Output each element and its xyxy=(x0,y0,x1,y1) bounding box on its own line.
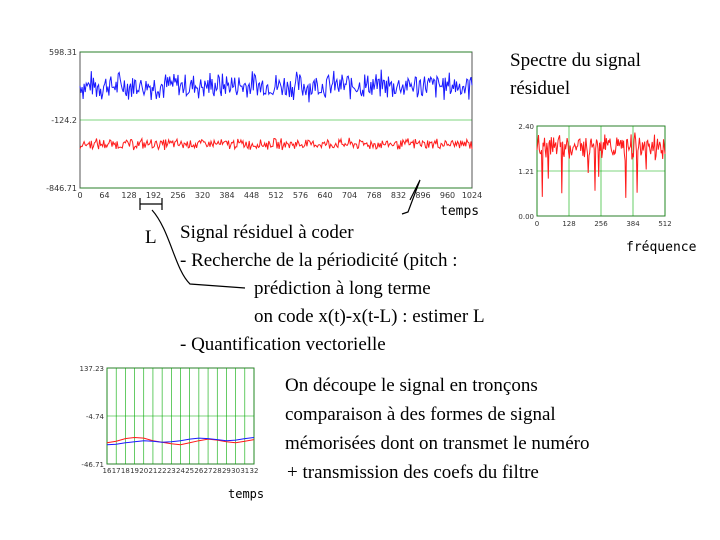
L-label: L xyxy=(145,227,157,248)
y-tick-label: -846.71 xyxy=(46,184,77,193)
x-tick-label: 448 xyxy=(243,191,260,200)
x-tick-label: 576 xyxy=(292,191,309,200)
x-tick-label: 32 xyxy=(249,467,259,475)
segment-x-ticks xyxy=(103,467,259,475)
x-tick-label: 24 xyxy=(176,467,185,475)
segment-chart xyxy=(80,365,259,475)
x-tick-label: 18 xyxy=(120,467,130,475)
paragraph-line-1: On découpe le signal en tronçons xyxy=(285,375,538,396)
temps-axis-label-bottom: temps xyxy=(228,487,265,501)
x-tick-label: 25 xyxy=(185,467,195,475)
x-tick-label: 27 xyxy=(203,467,213,475)
paragraph-line-4: + transmission des coefs du filtre xyxy=(287,462,539,483)
x-tick-label: 256 xyxy=(594,220,608,228)
x-tick-label: 0 xyxy=(534,220,540,228)
x-tick-label: 128 xyxy=(121,191,137,200)
frequence-axis-label: fréquence xyxy=(626,240,697,255)
x-tick-label: 512 xyxy=(268,191,284,200)
x-tick-label: 256 xyxy=(170,191,186,200)
x-tick-label: 0 xyxy=(77,191,83,200)
paragraph-line-3: mémorisées dont on transmet le numéro xyxy=(285,433,590,454)
x-tick-label: 16 xyxy=(102,467,112,475)
x-tick-label: 768 xyxy=(366,191,382,200)
x-tick-label: 31 xyxy=(240,467,250,475)
x-tick-label: 960 xyxy=(439,191,456,200)
spectrum-chart xyxy=(518,123,671,228)
bullet-line-4: on code x(t)-x(t-L) : estimer L xyxy=(254,306,485,327)
x-tick-label: 23 xyxy=(166,467,176,475)
x-tick-label: 22 xyxy=(157,467,167,475)
x-tick-label: 64 xyxy=(99,191,110,200)
x-tick-label: 832 xyxy=(390,191,407,200)
x-tick-label: 896 xyxy=(415,191,431,200)
x-tick-label: 384 xyxy=(626,220,640,228)
x-tick-label: 20 xyxy=(139,467,149,475)
bullet-line-3: prédiction à long terme xyxy=(254,278,431,299)
spectrum-title-line1: Spectre du signal xyxy=(510,50,641,71)
x-tick-label: 640 xyxy=(317,191,333,200)
x-tick-label: 384 xyxy=(219,191,235,200)
y-tick-label: -46.71 xyxy=(81,461,104,469)
bullet-line-5: - Quantification vectorielle xyxy=(180,334,386,355)
spectrum-x-ticks xyxy=(535,220,672,228)
bullet-line-2: - Recherche de la périodicité (pitch : xyxy=(180,250,458,271)
y-tick-label: 0.00 xyxy=(518,213,534,221)
x-tick-label: 512 xyxy=(658,220,672,228)
waveform-x-ticks xyxy=(77,191,482,200)
paragraph-line-2: comparaison à des formes de signal xyxy=(285,404,556,425)
waveform-y-ticks xyxy=(46,48,77,193)
x-tick-label: 21 xyxy=(148,467,158,475)
y-tick-label: -4.74 xyxy=(85,413,104,421)
spectrum-y-ticks xyxy=(518,123,534,221)
x-tick-label: 30 xyxy=(231,467,241,475)
y-tick-label: 1.21 xyxy=(518,168,534,176)
x-tick-label: 19 xyxy=(130,467,140,475)
y-tick-label: 137.23 xyxy=(79,365,104,373)
x-tick-label: 320 xyxy=(194,191,211,200)
x-tick-label: 26 xyxy=(194,467,204,475)
spectrum-title-line2: résiduel xyxy=(510,78,571,99)
y-tick-label: -124.2 xyxy=(51,116,77,125)
x-tick-label: 704 xyxy=(341,191,358,200)
x-tick-label: 192 xyxy=(145,191,162,200)
bullet-line-1: Signal résiduel à coder xyxy=(180,222,354,243)
segment-y-ticks xyxy=(80,365,105,469)
x-tick-label: 17 xyxy=(111,467,121,475)
x-tick-label: 1024 xyxy=(461,191,483,200)
y-tick-label: 598.31 xyxy=(49,48,77,57)
x-tick-label: 28 xyxy=(212,467,222,475)
x-tick-label: 29 xyxy=(221,467,231,475)
temps-axis-label-top: temps xyxy=(440,204,480,219)
y-tick-label: 2.40 xyxy=(518,123,534,131)
x-tick-label: 128 xyxy=(562,220,576,228)
